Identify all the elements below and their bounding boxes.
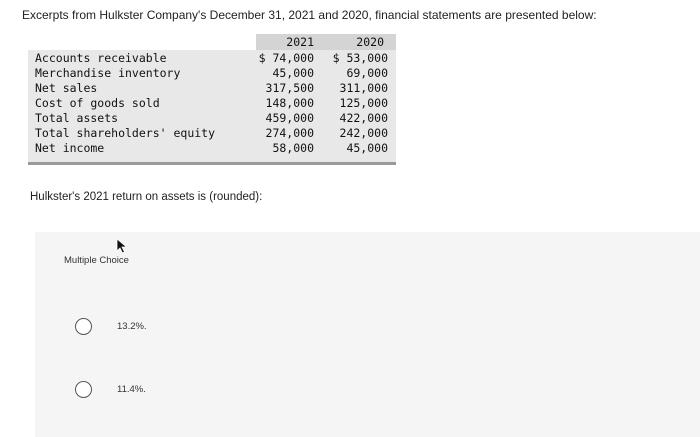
answer-option-text[interactable]: 11.4%. — [117, 384, 146, 395]
row-label: Net sales — [35, 81, 98, 95]
value-2020: 422,000 — [339, 111, 388, 125]
radio-unselected-icon[interactable] — [75, 381, 92, 398]
value-2021: 274,000 — [265, 126, 314, 140]
value-2021: 148,000 — [265, 96, 314, 110]
answer-option-1[interactable] — [75, 318, 375, 340]
row-label: Cost of goods sold — [35, 96, 160, 110]
financial-statements-table — [28, 34, 396, 165]
value-2020: 242,000 — [339, 126, 388, 140]
row-label: Accounts receivable — [35, 51, 167, 65]
radio-unselected-icon[interactable] — [75, 318, 92, 335]
table-row — [28, 66, 396, 81]
answer-option-text[interactable]: 13.2%. — [117, 321, 147, 332]
table-row — [28, 141, 396, 156]
table-row — [28, 51, 396, 66]
value-2020: $ 53,000 — [332, 51, 388, 65]
table-row — [28, 81, 396, 96]
row-label: Net income — [35, 141, 105, 155]
table-row — [28, 126, 396, 141]
value-2020: 69,000 — [346, 66, 388, 80]
value-2020: 311,000 — [339, 81, 388, 95]
value-2021: 459,000 — [265, 111, 314, 125]
value-2020: 45,000 — [346, 141, 388, 155]
value-2020: 125,000 — [339, 96, 388, 110]
value-2021: 317,500 — [265, 81, 314, 95]
value-2021: 45,000 — [272, 66, 314, 80]
answer-option-2[interactable] — [75, 381, 375, 403]
row-label: Total shareholders' equity — [35, 126, 216, 140]
row-label: Total assets — [35, 111, 119, 125]
value-2021: $ 74,000 — [258, 51, 314, 65]
column-header-2020: 2020 — [356, 35, 384, 49]
table-row — [28, 96, 396, 111]
table-bottom-rule — [28, 162, 396, 165]
row-label: Merchandise inventory — [35, 66, 181, 80]
mouse-pointer-icon — [116, 238, 128, 254]
multiple-choice-label: Multiple Choice — [64, 255, 129, 266]
intro-text: Excerpts from Hulkster Company's December 31, 2021 and 2020, financial statements are presented below: — [22, 8, 597, 22]
value-2021: 58,000 — [272, 141, 314, 155]
column-header-2021: 2021 — [286, 35, 314, 49]
question-text: Hulkster's 2021 return on assets is (rounded): — [30, 191, 263, 203]
table-row — [28, 111, 396, 126]
